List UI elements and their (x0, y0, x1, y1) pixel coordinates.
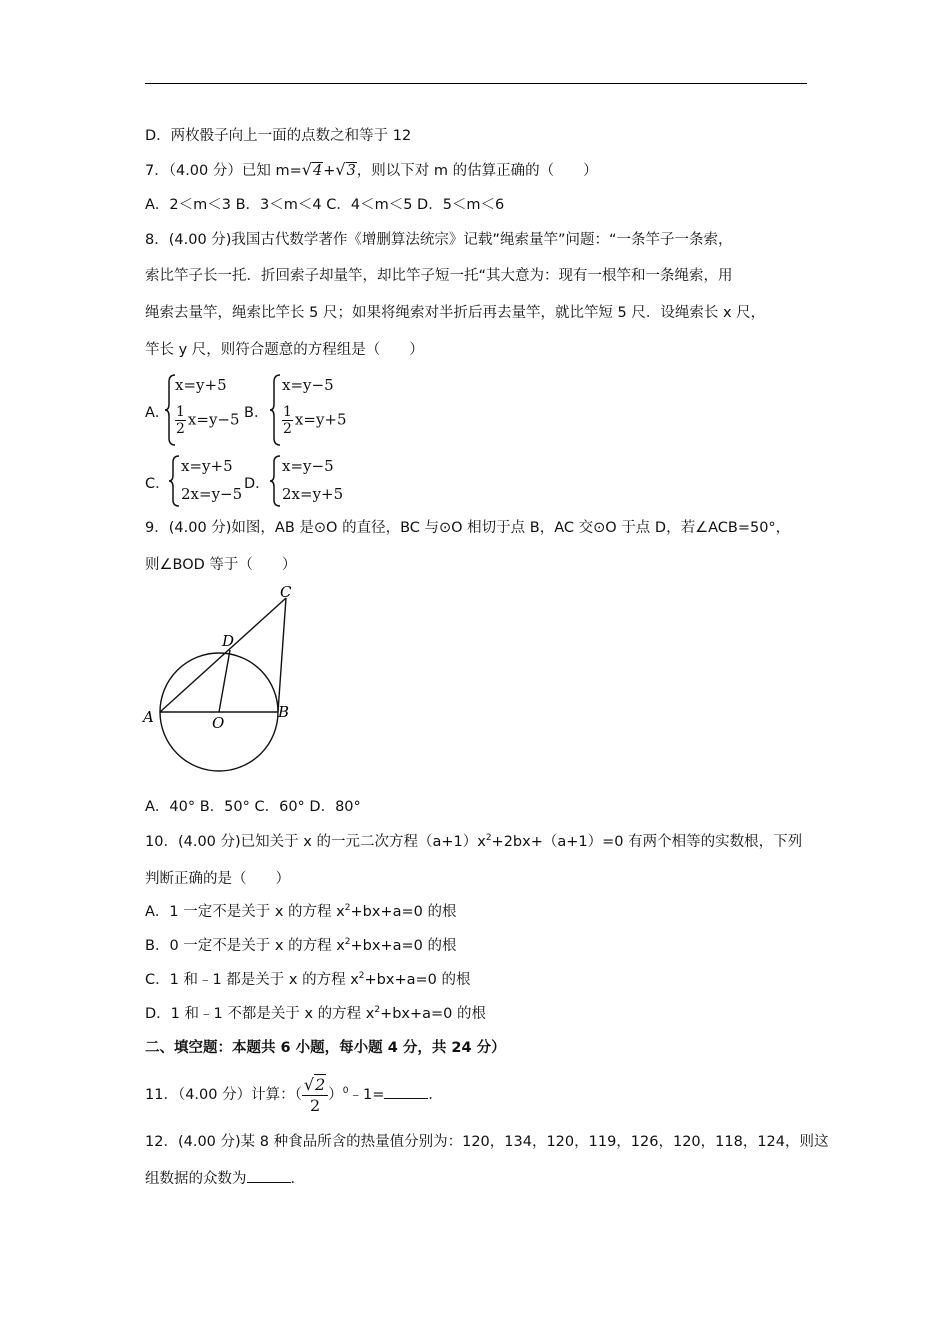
q7-options: A．2＜m＜3 B．3＜m＜4 C．4＜m＜5 D．5＜m＜6 (145, 197, 505, 213)
label-d: D (222, 632, 235, 650)
answer-blank (247, 1170, 291, 1183)
label-b: B (278, 703, 290, 721)
left-brace-icon (169, 455, 181, 507)
q9-line-1: 9．(4.00 分)如图，AB 是⊙O 的直径，BC 与⊙O 相切于点 B，AC 交⊙O 于点 D，若∠ACB=50°， (145, 520, 791, 536)
q10-line-2: 判断正确的是（ ） (145, 871, 290, 887)
tangent-bc (278, 598, 286, 712)
answer-blank (384, 1086, 428, 1099)
radius-od (219, 650, 230, 712)
q11-stem: 11．（4.00 分）计算：（ $\frac{√2}{2}$ ）$^0$﹣1= ． (145, 1074, 443, 1115)
left-brace-icon (270, 455, 282, 507)
sqrt-sign: √ (301, 160, 312, 179)
fraction: $\frac{√2}{2}$ (302, 1075, 328, 1116)
header-rule (145, 83, 807, 84)
q8-line-2: 索比竿子长一托．折回索子却量竿，却比竿子短一托“其大意为：现有一根竿和一条绳索，用 (145, 268, 733, 284)
fraction: $\frac{1}{2}$ (176, 404, 185, 437)
label-c: C (280, 583, 292, 601)
q9-line-2: 则∠BOD 等于（ ） (145, 557, 297, 573)
q8-line-1: 8．(4.00 分)我国古代数学著作《增删算法统宗》记载”绳索量竿”问题：“一条竿子一条索， (145, 232, 733, 248)
q12-line-2: 组数据的众数为 ． (145, 1171, 305, 1187)
q10-option-d: D．1 和﹣1 不都是关于 x 的方程 $x^2+bx+a=0$ 的根 (145, 1005, 487, 1022)
section-2-title: 二、填空题：本题共 6 小题，每小题 4 分，共 24 分） (145, 1040, 506, 1056)
q8-line-4: 竿长 y 尺，则符合题意的方程组是（ ） (145, 342, 424, 358)
circle-tangent-figure (140, 580, 310, 780)
q6-option-d: D．两枚骰子向上一面的点数之和等于 12 (145, 128, 412, 144)
label-o: O (212, 714, 225, 732)
q8-line-3: 绳索去量竿，绳索比竿长 5 尺；如果将绳索对半折后再去量竿，就比竿短 5 尺．设绳索长 x 尺， (145, 305, 766, 321)
q10-option-c: C．1 和﹣1 都是关于 x 的方程 $x^2+bx+a=0$ 的根 (145, 971, 471, 988)
left-brace-icon (270, 374, 282, 446)
fraction: $\frac{1}{2}$ (283, 404, 292, 437)
sqrt-sign: √ (335, 160, 346, 179)
line-ac (160, 598, 286, 712)
q9-options: A．40° B．50° C．60° D．80° (145, 799, 361, 815)
q10-option-b: B．0 一定不是关于 x 的方程 $x^2+bx+a=0$ 的根 (145, 937, 457, 954)
label-a: A (143, 708, 154, 726)
q12-line-1: 12．(4.00 分)某 8 种食品所含的热量值分别为：120，134，120，119，126，120，118，124，则这 (145, 1134, 829, 1150)
q10-line-1: 10．(4.00 分)已知关于 x 的一元二次方程$(a+1)x^2+2bx+(a+1)=0$ 有两个相等的实数根，下列 (145, 833, 803, 850)
q7-stem: 7．（4.00 分）已知 m=√4+√3，则以下对 m 的估算正确的（ ） (145, 160, 598, 179)
q10-option-a: A．1 一定不是关于 x 的方程 $x^2+bx+a=0$ 的根 (145, 903, 457, 920)
